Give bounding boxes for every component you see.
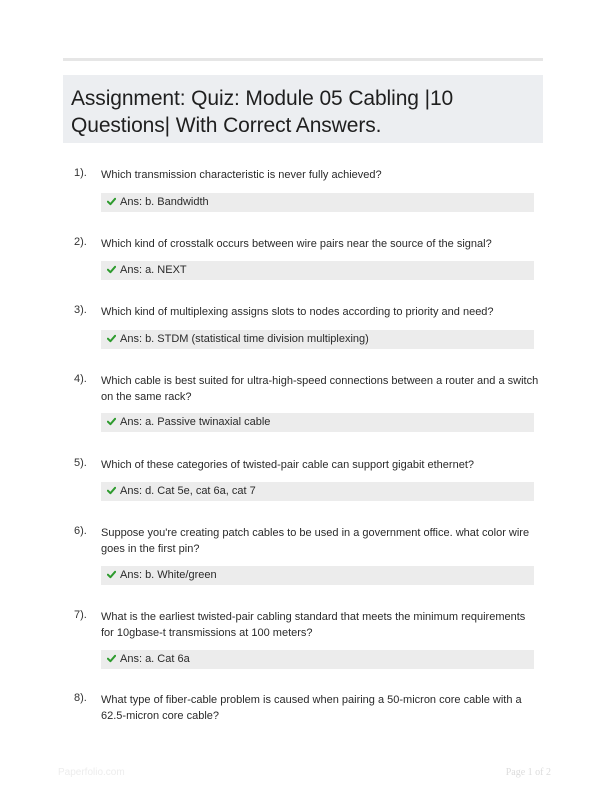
question-text: Which kind of crosstalk occurs between wire pairs near the source of the signal? xyxy=(101,238,492,250)
question-number: 7). xyxy=(74,609,87,621)
answer-text: Ans: a. NEXT xyxy=(120,264,187,276)
page-title: Assignment: Quiz: Module 05 Cabling |10 Questions| With Correct Answers. xyxy=(71,87,454,137)
answer-box xyxy=(101,482,534,501)
checkmark-icon xyxy=(107,334,116,343)
question-number: 5). xyxy=(74,457,87,469)
answer-text: Ans: a. Cat 6a xyxy=(120,653,190,665)
answer-text: Ans: d. Cat 5e, cat 6a, cat 7 xyxy=(120,485,256,497)
answer-box xyxy=(101,330,534,349)
answer-box xyxy=(101,413,534,432)
question-number: 4). xyxy=(74,373,87,385)
question-text: What is the earliest twisted-pair cabling standard that meets the minimum requirements for 10gbase-t transmissions at 100 meters? xyxy=(101,611,526,639)
question-number: 6). xyxy=(74,525,87,537)
question-text: What type of fiber-cable problem is caused when pairing a 50-micron core cable with a 62.5-micron core cable? xyxy=(101,694,522,722)
answer-text: Ans: b. Bandwidth xyxy=(120,196,209,208)
answer-text: Ans: b. White/green xyxy=(120,569,217,581)
answer-text: Ans: b. STDM (statistical time division multiplexing) xyxy=(120,333,369,345)
question-text: Which transmission characteristic is never fully achieved? xyxy=(101,169,382,181)
answer-box xyxy=(101,193,534,212)
checkmark-icon xyxy=(107,486,116,495)
checkmark-icon xyxy=(107,654,116,663)
answer-text: Ans: a. Passive twinaxial cable xyxy=(120,416,271,428)
checkmark-icon xyxy=(107,265,116,274)
title-banner xyxy=(63,75,543,143)
question-number: 3). xyxy=(74,304,87,316)
question-text: Which of these categories of twisted-pair cable can support gigabit ethernet? xyxy=(101,459,474,471)
checkmark-icon xyxy=(107,417,116,426)
answer-box xyxy=(101,566,534,585)
question-text: Suppose you're creating patch cables to be used in a government office. what color wire goes in the first pin? xyxy=(101,527,530,555)
answer-box xyxy=(101,650,534,669)
question-number: 8). xyxy=(74,692,87,704)
checkmark-icon xyxy=(107,197,116,206)
question-text: Which cable is best suited for ultra-high-speed connections between a router and a switch on the same rack? xyxy=(101,375,539,403)
question-text: Which kind of multiplexing assigns slots to nodes according to priority and need? xyxy=(101,306,494,318)
top-divider xyxy=(63,58,543,61)
checkmark-icon xyxy=(107,570,116,579)
answer-box xyxy=(101,261,534,280)
footer-watermark: Paperfolio.com xyxy=(58,767,125,778)
page-number: Page 1 of 2 xyxy=(505,767,551,778)
question-number: 2). xyxy=(74,236,87,248)
question-number: 1). xyxy=(74,167,87,179)
